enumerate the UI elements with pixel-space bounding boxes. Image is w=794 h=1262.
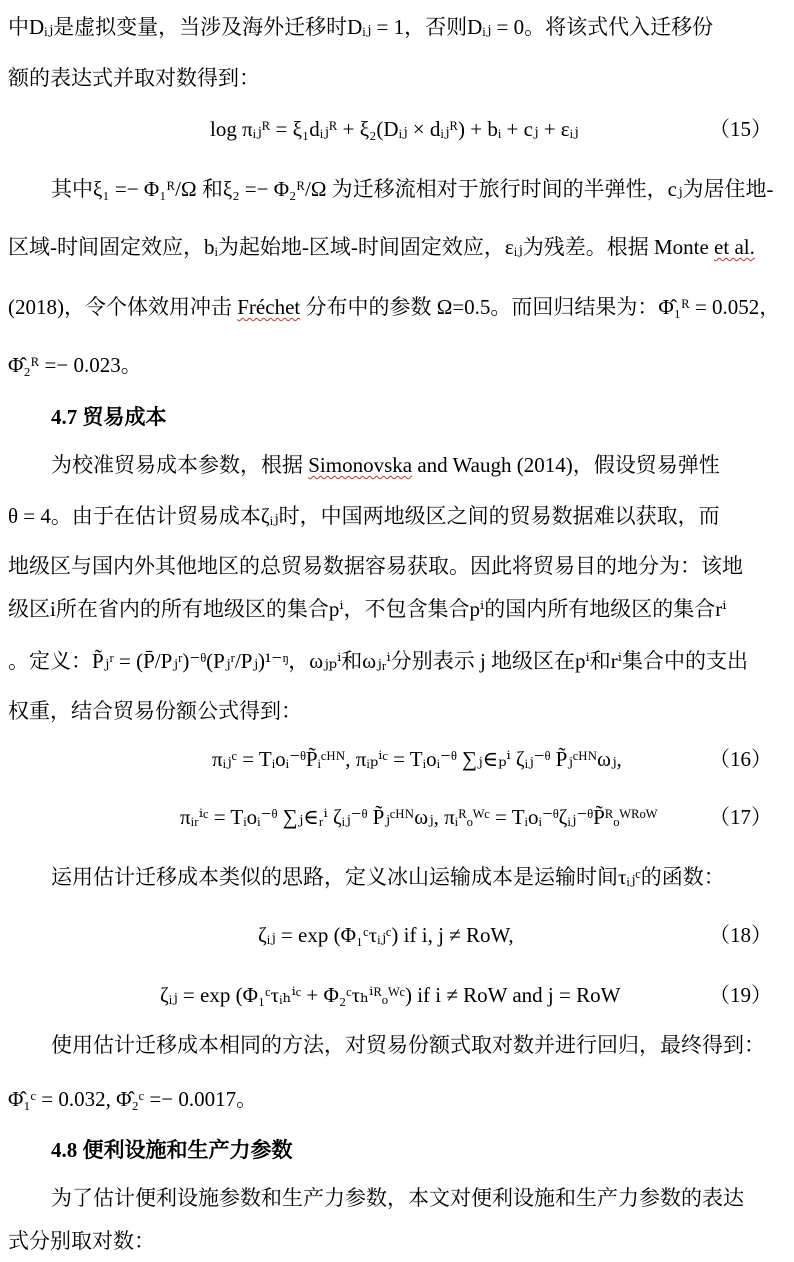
text-span: (2018)，令个体效用冲击 [8,295,238,319]
equation-number: （17） [709,805,772,829]
paragraph-line: 地级区与国内外其他地区的总贸易数据容易获取。因此将贸易目的地分为：该地 [8,554,743,578]
equation-15: log πᵢⱼᴿ = ξ₁dᵢⱼᴿ + ξ₂(Dᵢⱼ × dᵢⱼᴿ) + bᵢ + cⱼ + εᵢⱼ [210,117,579,141]
section-heading-4-8: 4.8 便利设施和生产力参数 [51,1138,293,1162]
paragraph-line: 。定义：P̃ⱼʳ = (P̄/Pⱼʳ)⁻ᶿ(Pⱼʳ/Pⱼ)¹⁻ᵑ，ωⱼₚⁱ和ωⱼᵣⁱ分别表示 j 地级区在pⁱ和rⁱ集合中的支出 [8,649,748,673]
citation-simonovska: Simonovska [308,453,413,477]
equation-16: πᵢⱼᶜ = Tᵢoᵢ⁻ᶿP̃ᵢᶜᴴᴺ, πᵢₚⁱᶜ = Tᵢoᵢ⁻ᶿ ∑ⱼ∈ₚⁱ ζᵢⱼ⁻ᶿ P̃ⱼᶜᴴᴺωⱼ, [212,747,622,771]
paragraph-line [8,292,786,322]
paragraph-line [51,450,794,480]
equation-19: ζᵢⱼ = exp (Φ₁ᶜτᵢₕⁱᶜ + Φ₂ᶜτₕⁱᴿₒᵂᶜ) if i ≠ RoW and j = RoW [160,983,621,1007]
paragraph-line: 额的表达式并取对数得到： [8,66,260,90]
text-span: and Waugh (2014)，假设贸易弹性 [412,453,720,477]
paragraph-line: 级区i所在省内的所有地级区的集合pⁱ，不包含集合pⁱ的国内所有地级区的集合rⁱ [8,597,727,621]
equation-17: πᵢᵣⁱᶜ = Tᵢoᵢ⁻ᶿ ∑ⱼ∈ᵣⁱ ζᵢⱼ⁻ᶿ P̃ⱼᶜᴴᴺωⱼ, πᵢᴿₒᵂᶜ = Tᵢoᵢ⁻ᶿζᵢⱼ⁻ᶿP̃ᴿₒᵂᴿᵒᵂ [180,805,658,829]
paragraph-line: 式分别取对数： [8,1229,155,1253]
paragraph-line: Φ̂₂ᴿ =− 0.023。 [8,353,142,377]
paragraph-line: θ = 4。由于在估计贸易成本ζᵢⱼ时，中国两地级区之间的贸易数据难以获取，而 [8,504,720,528]
equation-number: （15） [709,117,772,141]
text-span: 区域-时间固定效应，bᵢ为起始地-区域-时间固定效应，εᵢⱼ为残差。根据 Monte [8,235,715,259]
paragraph-line: 权重，结合贸易份额公式得到： [8,699,302,723]
paragraph-line [8,232,786,262]
equation-number: （19） [709,983,772,1007]
paragraph-line: 运用估计迁移成本类似的思路，定义冰山运输成本是运输时间τᵢⱼᶜ的函数： [51,865,725,889]
paragraph-line: 中Dᵢⱼ是虚拟变量，当涉及海外迁移时Dᵢⱼ = 1，否则Dᵢⱼ = 0。将该式代入迁移份 [8,15,714,39]
paragraph-line: 其中ξ₁ =− Φ₁ᴿ/Ω 和ξ₂ =− Φ₂ᴿ/Ω 为迁移流相对于旅行时间的半弹性，cⱼ为居住地- [51,177,774,201]
text-span: 分布中的参数 Ω=0.5。而回归结果为：Φ̂₁ᴿ = 0.052， [300,295,781,319]
text-span: 为校准贸易成本参数，根据 [51,453,309,477]
paragraph-line: 为了估计便利设施参数和生产力参数，本文对便利设施和生产力参数的表达 [51,1186,744,1210]
section-heading-4-7: 4.7 贸易成本 [51,405,167,429]
term-frechet: Fréchet [237,295,301,319]
equation-number: （16） [709,747,772,771]
equation-number: （18） [709,923,772,947]
citation-etal: et al. [714,235,755,259]
equation-18: ζᵢⱼ = exp (Φ₁ᶜτᵢⱼᶜ) if i, j ≠ RoW, [258,923,514,947]
paragraph-line: 使用估计迁移成本相同的方法，对贸易份额式取对数并进行回归，最终得到： [51,1033,765,1057]
paragraph-line: Φ̂₁ᶜ = 0.032, Φ̂₂ᶜ =− 0.0017。 [8,1087,258,1111]
